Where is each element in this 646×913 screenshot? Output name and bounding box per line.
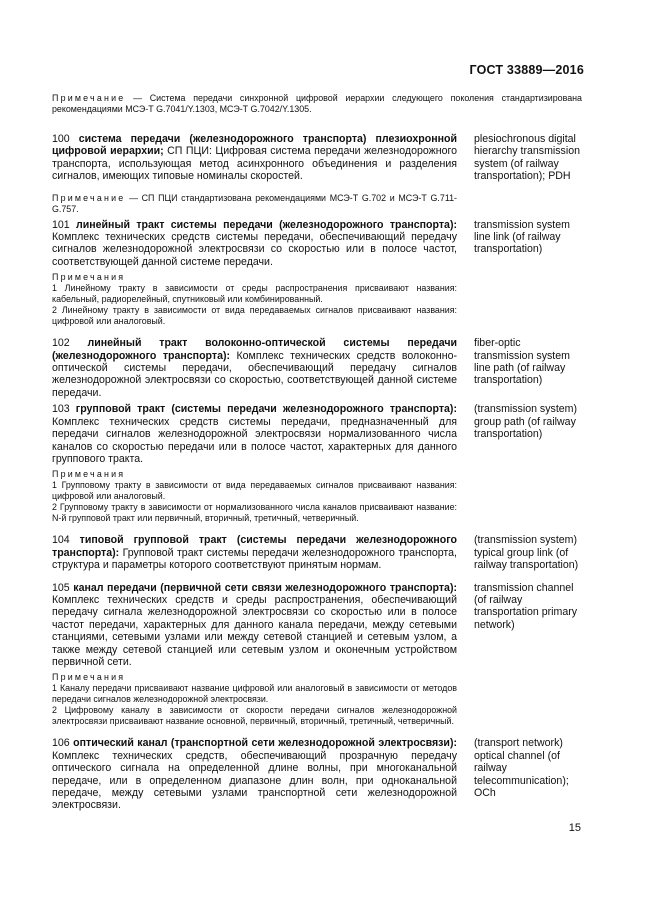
term-english: (transmission system) typical group link (of railway transportation) [474,534,579,572]
terms-content [52,93,582,812]
term-definition: Комплекс технических средств и среды распространения, обеспечивающий передачу сигнала железнодорожной электросвязи со скоростью или в полосе частот передачи, характерных для данного канала передачи, между сетевыми станциями, сетевыми узлами или между сетевой станцией и сетевым узлом, а также между сетевой станцией или сетевым узлом и оконечным устройством первичной сети. [52,593,457,668]
term-number: 102 [52,337,70,350]
term-entry-102 [52,337,582,399]
term-english: (transport network) optical channel (of railway telecommunication); OCh [474,737,569,799]
note-top [52,93,582,115]
term-title: линейный тракт волоконно-оптической системы передачи (железнодорожного транспорта): [52,337,457,362]
term-title: групповой тракт (системы передачи железнодорожного транспорта): [75,403,457,416]
notes-label: Примечания [52,469,126,480]
term-title: типовой групповой тракт (системы передачи железнодорожного транспорта): [52,534,457,559]
term-english: (transmission system) group path (of railway transportation) [474,403,578,441]
term-100-note [52,193,457,215]
note-item: 2 Линейному тракту в зависимости от вида передаваемых сигналов присваивают названия: цифровой или аналоговый. [52,305,457,327]
term-definition: Комплекс технических средств, обеспечивающий прозрачную передачу оптического сигнала на определенной длине волны, при многоканальной передаче, или в определенном диапазоне длин волн, при одноканальной передаче, между сетевыми узлами транспортной сети железнодорожной электросвязи. [52,749,457,812]
term-number: 104 [52,534,70,547]
note-item: 2 Цифровому каналу в зависимости от скорости передачи сигналов железнодорожной электросвязи присваивают название основной, первичный, вторичный, третичный, четверичный. [52,705,457,727]
term-definition: Комплекс технических средств системы передачи, предназначенный для передачи сигналов железнодорожной электросвязи нормализованного числа каналов со скоростью передачи или в полосе частот, характерных для данного группового тракта. [52,415,457,465]
term-english: fiber-optic transmission system line path (of railway transportation) [474,337,570,387]
term-number: 100 [52,133,70,145]
term-definition: Комплекс технических средств системы передачи, обеспечивающий передачу сигналов железнодорожной электросвязи со скоростью или в полосе частот, соответствующей данной системе передачи. [52,231,457,268]
note-text: — Система передачи синхронной цифровой иерархии следующего поколения стандартизирована рекомендациями МСЭ-Т G.7041/Y.1303, МСЭ-Т G.7042/Y.1305. [52,93,582,114]
term-english: transmission system line link (of railway transportation) [474,218,570,256]
term-entry-101 [52,219,582,328]
term-number: 106 [52,737,70,750]
note-text: — СП ПЦИ стандартизована рекомендациями МСЭ-Т G.702 и МСЭ-Т G.711-G.757. [52,192,457,214]
note-label: Примечание [52,192,126,203]
term-entry-105 [52,582,582,728]
term-title: канал передачи (первичной сети связи железнодорожного транспорта): [73,581,458,594]
notes-label: Примечания [52,272,126,283]
term-number: 103 [52,403,70,416]
term-entry-106 [52,737,582,811]
term-definition: СП ПЦИ: Цифровая система передачи железнодорожного транспорта, использующая метод асинхронного объединения и разделения сигналов, имеющих типовые номиналы скоростей. [52,145,457,183]
term-entry-100 [52,133,582,183]
term-number: 101 [52,218,70,231]
term-number: 105 [52,581,70,594]
page-number: 15 [568,822,581,834]
term-definition: Комплекс технических средств волоконно-оптической системы передачи, обеспечивающий передачу сигналов железнодорожной электросвязи со скоростью, соответствующей данной системе передачи. [52,349,457,399]
term-title: линейный тракт системы передачи (железнодорожного транспорта): [76,218,457,231]
term-entry-103 [52,403,582,524]
term-entry-104 [52,534,582,571]
note-item: 2 Групповому тракту в зависимости от нормализованного числа каналов присваивают название: N-й групповой тракт или первичный, вторичный, третичный, четверичный. [52,502,457,524]
note-label: Примечание [52,93,126,103]
term-english: transmission channel (of railway transportation primary network) [474,581,578,631]
notes-label: Примечания [52,672,126,683]
term-english: plesiochronous digital hierarchy transmission system (of railway transportation); PDH [474,133,580,183]
note-item: 1 Каналу передачи присваивают название цифровой или аналоговый в зависимости от методов передачи сигналов железнодорожной электросвязи. [52,683,457,705]
note-item: 1 Групповому тракту в зависимости от вида передаваемых сигналов присваивают названия: цифровой или аналоговый. [52,480,457,502]
term-title: система передачи (железнодорожного транспорта) плезиохронной цифровой иерархии; [52,133,457,158]
note-item: 1 Линейному тракту в зависимости от среды распространения присваивают названия: кабельный, радиорелейный, спутниковый или комбинированный. [52,283,457,305]
document-standard-header: ГОСТ 33889—2016 [469,63,584,77]
term-title: оптический канал (транспортной сети железнодорожной электросвязи): [73,737,457,750]
term-definition: Групповой тракт системы передачи железнодорожного транспорта, структура и параметры которого соответствуют принятым нормам. [52,546,457,572]
